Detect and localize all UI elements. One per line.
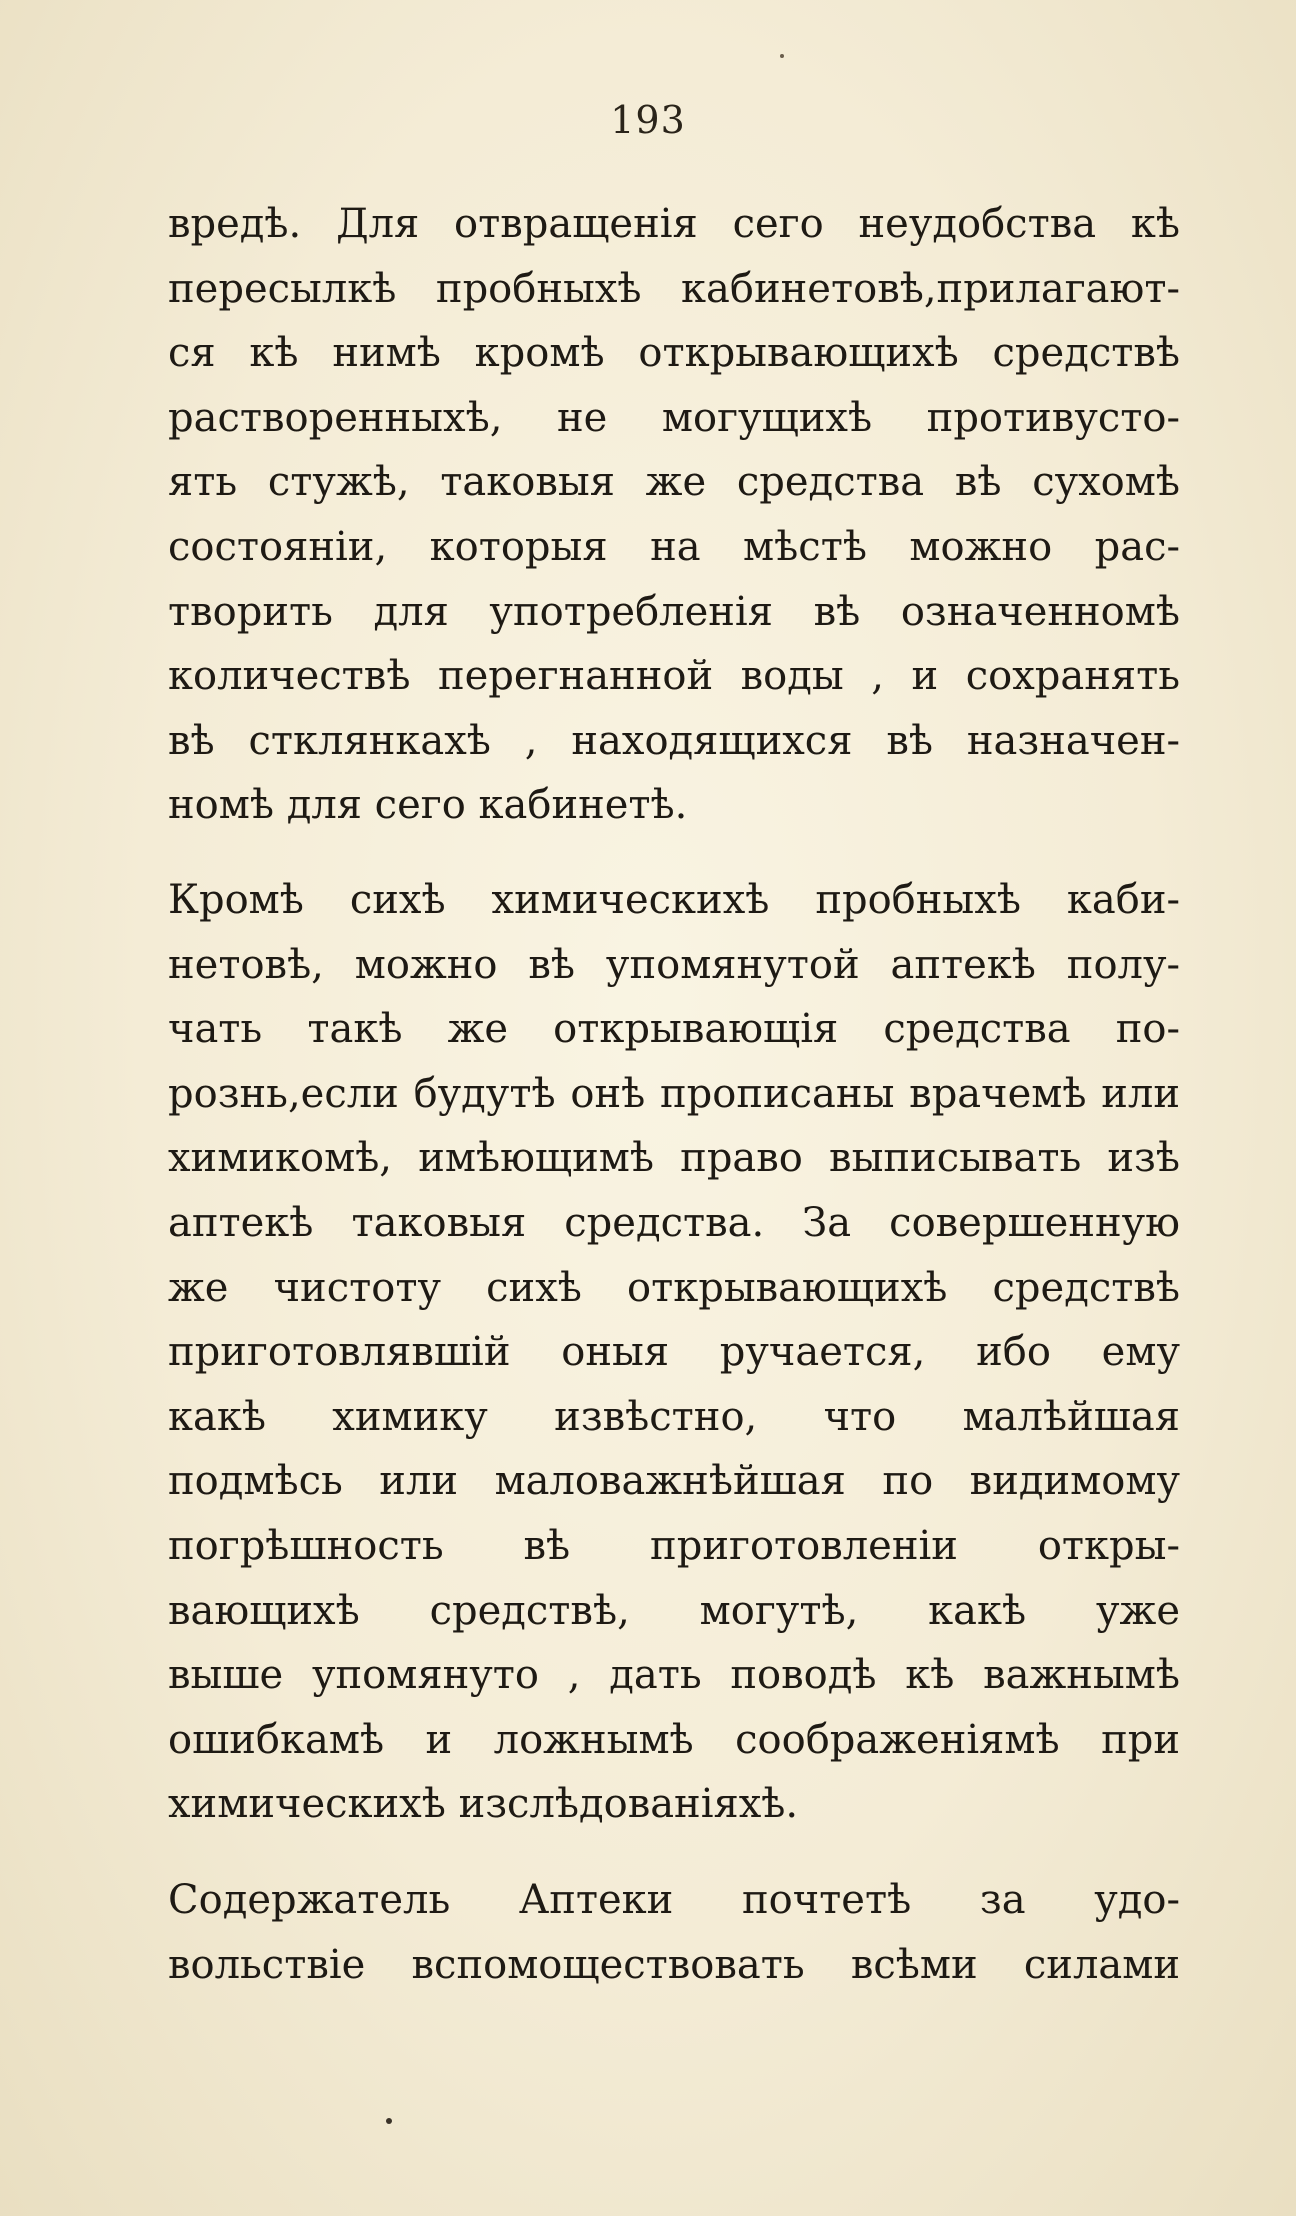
text-line: ся кѣ нимѣ кромѣ открывающихѣ средствѣ bbox=[168, 330, 1180, 377]
text-line: Содержатель Аптеки почтетѣ за удо- bbox=[168, 1877, 1180, 1923]
text-line: вѣ стклянкахѣ , находящихся вѣ назначен- bbox=[168, 717, 1180, 764]
paragraph-1 bbox=[168, 192, 1180, 838]
paragraph-3 bbox=[168, 1868, 1180, 1997]
text-line: состояніи, которыя на мѣстѣ можно рас- bbox=[168, 523, 1180, 570]
text-line: творить для употребленія вѣ означенномѣ bbox=[168, 588, 1180, 635]
text-line: вающихѣ средствѣ, могутѣ, какѣ уже bbox=[168, 1587, 1180, 1634]
text-line: же чистоту сихѣ открывающихѣ средствѣ bbox=[168, 1264, 1180, 1311]
text-line: ошибкамѣ и ложнымѣ соображеніямѣ при bbox=[168, 1716, 1180, 1763]
text-line: погрѣшность вѣ приготовленіи откры- bbox=[168, 1522, 1180, 1569]
ink-speck bbox=[386, 2118, 392, 2124]
text-line: нетовѣ, можно вѣ упомянутой аптекѣ полу- bbox=[168, 941, 1180, 988]
text-line: подмѣсь или маловажнѣйшая по видимому bbox=[168, 1458, 1180, 1505]
text-line: Кромѣ сихѣ химическихѣ пробныхѣ каби- bbox=[168, 877, 1180, 923]
text-line: количествѣ перегнанной воды , и сохранять bbox=[168, 653, 1180, 700]
ink-speck bbox=[780, 54, 784, 58]
text-line: рознь,если будутѣ онѣ прописаны врачемѣ или bbox=[168, 1070, 1180, 1117]
text-line: приготовлявшій оныя ручается, ибо ему bbox=[168, 1329, 1180, 1376]
text-line: химическихѣ изслѣдованіяхѣ. bbox=[168, 1781, 799, 1828]
text-line: растворенныхѣ, не могущихѣ противусто- bbox=[168, 394, 1180, 441]
text-line: какѣ химику извѣстно, что малѣйшая bbox=[168, 1393, 1180, 1440]
text-line: ять стужѣ, таковыя же средства вѣ сухомѣ bbox=[168, 459, 1180, 506]
text-line: вредѣ. Для отвращенія сего неудобства кѣ bbox=[168, 201, 1180, 247]
text-line: чать такѣ же открывающія средства по- bbox=[168, 1006, 1180, 1053]
page-number: 193 bbox=[610, 98, 686, 142]
text-line: номѣ для сего кабинетѣ. bbox=[168, 782, 688, 829]
text-line: выше упомянуто , дать поводѣ кѣ важнымѣ bbox=[168, 1652, 1180, 1699]
text-line: пересылкѣ пробныхѣ кабинетовѣ,прилагают- bbox=[168, 265, 1180, 312]
paragraph-2 bbox=[168, 868, 1180, 1837]
text-line: аптекѣ таковыя средства. За совершенную bbox=[168, 1199, 1180, 1246]
text-line: химикомѣ, имѣющимѣ право выписывать изѣ bbox=[168, 1135, 1180, 1182]
text-line: вольствіе вспомоществовать всѣми силами bbox=[168, 1941, 1180, 1988]
